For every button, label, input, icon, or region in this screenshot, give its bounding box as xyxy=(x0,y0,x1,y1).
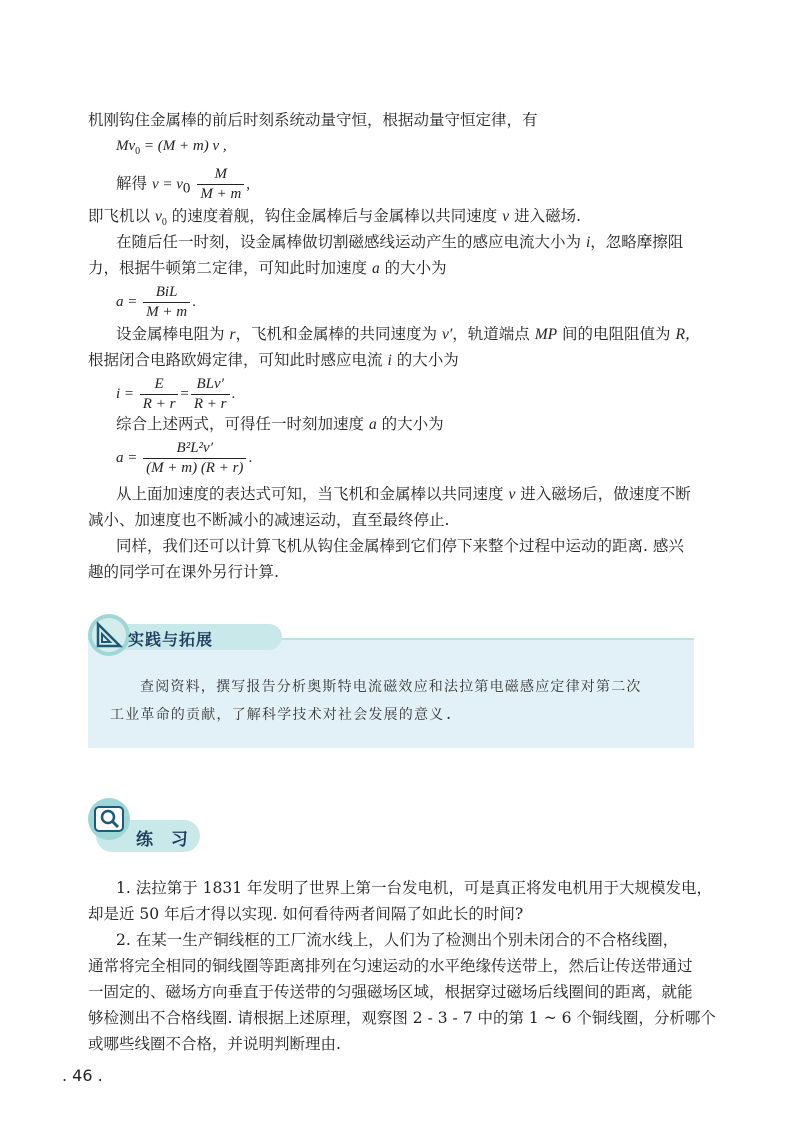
paragraph-line: 减小、加速度也不断减小的减速运动，直至最终停止. xyxy=(88,511,450,529)
text-run: 设金属棒电阻为 xyxy=(116,325,225,343)
practice-extension-line xyxy=(110,676,642,696)
fraction xyxy=(140,376,179,413)
text-run: 即飞机以 xyxy=(88,207,151,225)
exercise-q2-line: 2. 在某一生产铜线框的工厂流水线上，人们为了检测出个别未闭合的不合格线圈， xyxy=(116,931,679,949)
text-run: ，轨道端点 xyxy=(452,325,530,343)
eq-label: 解得 xyxy=(116,174,148,193)
page-number: . 46 . xyxy=(62,1066,103,1085)
paragraph-line xyxy=(116,324,700,345)
math-var: a xyxy=(368,416,377,433)
eq-subscript: 0 xyxy=(135,146,141,157)
fraction-denominator: (M + m) (R + r) xyxy=(146,460,244,476)
fraction-denominator: R + r xyxy=(142,396,176,412)
fraction-numerator: BLv′ xyxy=(191,376,230,395)
eq-subscript: 0 xyxy=(182,180,191,197)
text-run: 间的电阻阻值为 xyxy=(562,325,671,343)
math-var: v xyxy=(502,208,510,225)
text-run: ，忽略摩擦阻 xyxy=(590,233,684,251)
fraction xyxy=(143,284,190,321)
fraction xyxy=(197,166,244,203)
text-run: 的速度着舰，钩住金属棒后与金属棒以共同速度 xyxy=(171,207,498,225)
equation-solution: 解得 $v = v_0$ $\frac{M}{M + m}$ , xyxy=(116,166,251,202)
exercise-q2-line: 一固定的、磁场方向垂直于传送带的匀强磁场区域，根据穿过磁场后线圈间的距离，就能 xyxy=(88,983,693,1001)
text-run: ，飞机和金属棒的共同速度为 xyxy=(235,325,438,343)
paragraph-line: 同样，我们还可以计算飞机从钩住金属棒到它们停下来整个过程中运动的距离. 感兴 xyxy=(116,537,684,555)
paragraph-line xyxy=(88,206,581,233)
text-run: 力，根据牛顿第二定律，可知此时加速度 xyxy=(88,259,368,277)
eq-term: = (M + m) v , xyxy=(143,138,227,154)
ruler-triangle-icon xyxy=(86,612,132,658)
equation-acceleration-final: a = $\frac{\text{B²L²v′}}{(M + m) (R + r)}$ . xyxy=(116,440,253,476)
equation-acceleration: a = $\frac{\text{BiL}}{M + m}$ . xyxy=(116,284,196,320)
exercise-q2-line: 通常将完全相同的铜线圈等距离排列在匀速运动的水平绝缘传送带上，然后让传送带通过 xyxy=(88,957,693,975)
math-var: v xyxy=(508,486,516,503)
eq-subscript: 0 xyxy=(161,217,167,229)
fraction xyxy=(191,376,230,413)
paragraph-line xyxy=(116,414,444,435)
fraction-denominator: R + r xyxy=(193,396,227,412)
equation-momentum xyxy=(116,136,227,162)
practice-extension-line: 工业革命的贡献，了解科学技术对社会发展的意义. xyxy=(110,707,455,723)
exercise-q1-line: 1. 法拉第于 1831 年发明了世界上第一台发电机，可是真正将发电机用于大规模发电， xyxy=(116,879,713,897)
eq-term: i = xyxy=(116,385,135,402)
magnifier-icon xyxy=(86,796,132,842)
fraction-denominator: M + m xyxy=(200,186,242,202)
exercise-title: 练 习 xyxy=(136,830,194,850)
math-var: i xyxy=(387,352,392,369)
eq-term: v = v xyxy=(151,176,183,193)
math-var: r xyxy=(229,326,236,343)
math-var: a xyxy=(371,260,380,277)
fraction-numerator: E xyxy=(140,376,179,395)
equation-current: i = $\frac{E}{R + r}$ = $\frac{\text{BLv′}}{R + r}$ . xyxy=(116,376,236,412)
text-run: 综合上述两式，可得任一时刻加速度 xyxy=(116,415,365,433)
math-var: R， xyxy=(675,326,701,343)
exercise-q1-line: 却是近 50 年后才得以实现. 如何看待两者间隔了如此长的时间? xyxy=(88,905,524,923)
practice-extension-title: 实践与拓展 xyxy=(128,630,214,649)
fraction-numerator: B²L²v′ xyxy=(143,440,246,459)
exercise-q2-line: 或哪些线圈不合格，并说明判断理由. xyxy=(88,1035,341,1053)
paragraph-line: 趣的同学可在课外另行计算. xyxy=(88,563,279,581)
fraction-numerator: M xyxy=(197,166,244,185)
paragraph-line xyxy=(116,232,683,253)
math-var: v′ xyxy=(441,326,453,343)
text-run: 进入磁场. xyxy=(514,207,581,225)
paragraph-line xyxy=(88,258,447,279)
text-run: 的大小为 xyxy=(396,351,459,369)
text-run: 查阅资料，撰写报告分析奥斯特电流磁效应和法拉第电磁感应定律对第二次 xyxy=(140,679,642,695)
fraction-denominator: M + m xyxy=(146,304,188,320)
exercise-q2-line: 够检测出不合格线圈. 请根据上述原理，观察图 2 - 3 - 7 中的第 1 ~ 6 个铜线圈，分析哪个 xyxy=(88,1009,716,1027)
eq-term: a = xyxy=(116,449,138,466)
text-run: 的大小为 xyxy=(381,415,444,433)
fraction-numerator: BiL xyxy=(143,284,190,303)
math-var: v xyxy=(154,208,162,225)
fraction xyxy=(143,440,246,477)
paragraph-line xyxy=(116,484,691,505)
eq-term: Mv xyxy=(116,138,136,154)
text-run: 在随后任一时刻，设金属棒做切割磁感线运动产生的感应电流大小为 xyxy=(116,233,582,251)
paragraph-line xyxy=(88,350,459,371)
eq-term: a = xyxy=(116,293,138,310)
paragraph-line: 机刚钩住金属棒的前后时刻系统动量守恒，根据动量守恒定律，有 xyxy=(88,111,538,129)
text-run: 根据闭合电路欧姆定律，可知此时感应电流 xyxy=(88,351,383,369)
eq-term: = xyxy=(180,385,189,402)
text-run: 的大小为 xyxy=(384,259,447,277)
math-var: i xyxy=(585,234,591,251)
text-run: 从上面加速度的表达式可知，当飞机和金属棒以共同速度 xyxy=(116,485,504,503)
text-run: 进入磁场后，做速度不断 xyxy=(520,485,691,503)
math-var: MP xyxy=(534,326,558,343)
